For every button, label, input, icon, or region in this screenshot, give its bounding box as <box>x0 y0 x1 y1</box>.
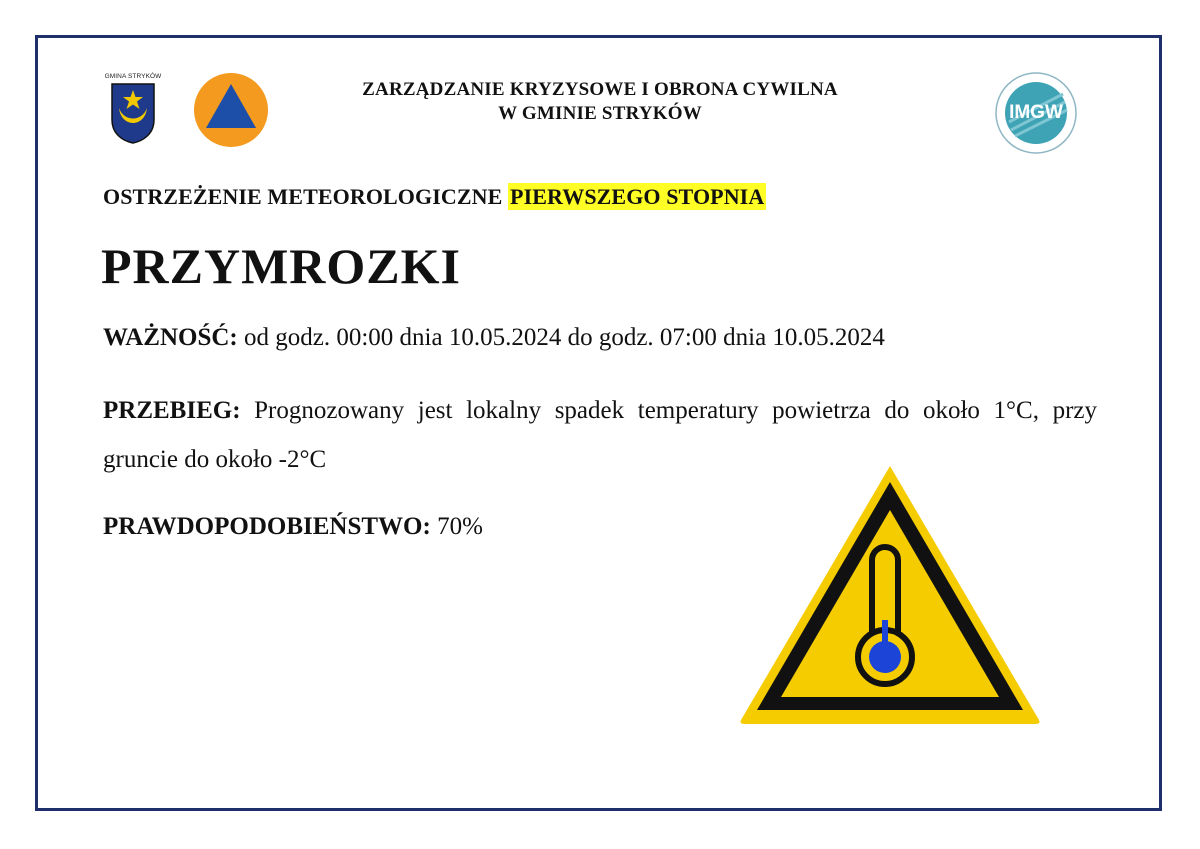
warning-prefix: OSTRZEŻENIE METEOROLOGICZNE <box>103 184 503 209</box>
imgw-logo-text: IMGW <box>1009 102 1063 123</box>
probability-label: PRAWDOPODOBIEŃSTWO: <box>103 513 431 540</box>
warning-level-line <box>103 184 766 210</box>
gmina-logo-caption: GMINA STRYKÓW <box>104 73 162 80</box>
validity-row <box>103 318 885 358</box>
warning-level-highlight: PIERWSZEGO STOPNIA <box>510 184 765 209</box>
probability-row <box>103 507 483 547</box>
organization-title <box>300 78 900 126</box>
gmina-logo <box>103 73 163 147</box>
probability-text: 70% <box>430 513 483 540</box>
course-text: Prognozowany jest lokalny spadek temperatury powietrza do około 1°C, przy gruncie do około -2°C <box>103 397 1097 473</box>
validity-label: WAŻNOŚĆ: <box>103 324 238 351</box>
validity-text: od godz. 00:00 dnia 10.05.2024 do godz. 07:00 dnia 10.05.2024 <box>237 324 885 351</box>
organization-line-1: ZARZĄDZANIE KRYZYSOWE I OBRONA CYWILNA <box>362 79 838 100</box>
civil-defence-triangle-icon <box>193 72 269 148</box>
imgw-logo-icon <box>995 72 1077 154</box>
course-label: PRZEBIEG: <box>103 397 241 424</box>
hazard-title: PRZYMROZKI <box>101 238 461 294</box>
low-temperature-warning-sign-icon <box>737 462 1043 726</box>
organization-line-2: W GMINIE STRYKÓW <box>498 103 702 124</box>
gmina-stryków-crest-icon <box>110 82 156 144</box>
